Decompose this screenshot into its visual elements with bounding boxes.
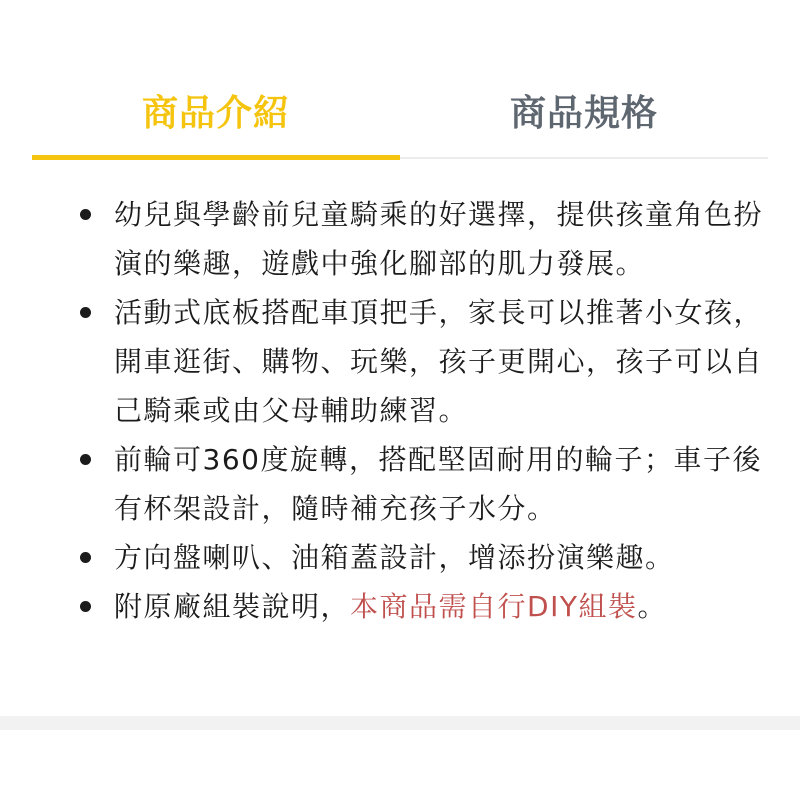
list-item	[74, 582, 764, 631]
feature-text: 幼兒與學齡前兒童騎乘的好選擇，提供孩童角色扮演的樂趣，遊戲中強化腳部的肌力發展。	[114, 198, 764, 280]
list-item	[74, 533, 764, 582]
diy-assembly-notice: 本商品需自行DIY組裝	[350, 590, 638, 623]
feature-list	[74, 190, 764, 631]
list-item	[74, 190, 764, 288]
feature-text-suffix: 。	[637, 590, 667, 623]
product-intro-content	[74, 190, 764, 631]
active-tab-indicator	[32, 155, 400, 160]
list-item	[74, 435, 764, 533]
feature-text: 活動式底板搭配車頂把手，家長可以推著小女孩，開車逛街、購物、玩樂，孩子更開心，孩子可以自己騎乘或由父母輔助練習。	[114, 296, 764, 427]
tab-product-spec-label: 商品規格	[509, 93, 658, 134]
bullet-icon	[80, 307, 91, 318]
section-divider	[0, 716, 800, 730]
list-item	[74, 288, 764, 435]
feature-text-prefix: 附原廠組裝說明，	[114, 590, 351, 623]
tab-product-spec[interactable]	[400, 84, 768, 160]
bullet-icon	[80, 601, 91, 612]
feature-text: 前輪可360度旋轉，搭配堅固耐用的輪子；車子後有杯架設計，隨時補充孩子水分。	[114, 443, 762, 525]
feature-text: 方向盤喇叭、油箱蓋設計，增添扮演樂趣。	[114, 541, 675, 574]
tab-product-intro[interactable]	[32, 84, 400, 160]
bullet-icon	[80, 552, 91, 563]
bullet-icon	[80, 209, 91, 220]
tab-product-intro-label: 商品介紹	[141, 93, 290, 134]
product-tabs	[32, 84, 768, 160]
bullet-icon	[80, 454, 91, 465]
